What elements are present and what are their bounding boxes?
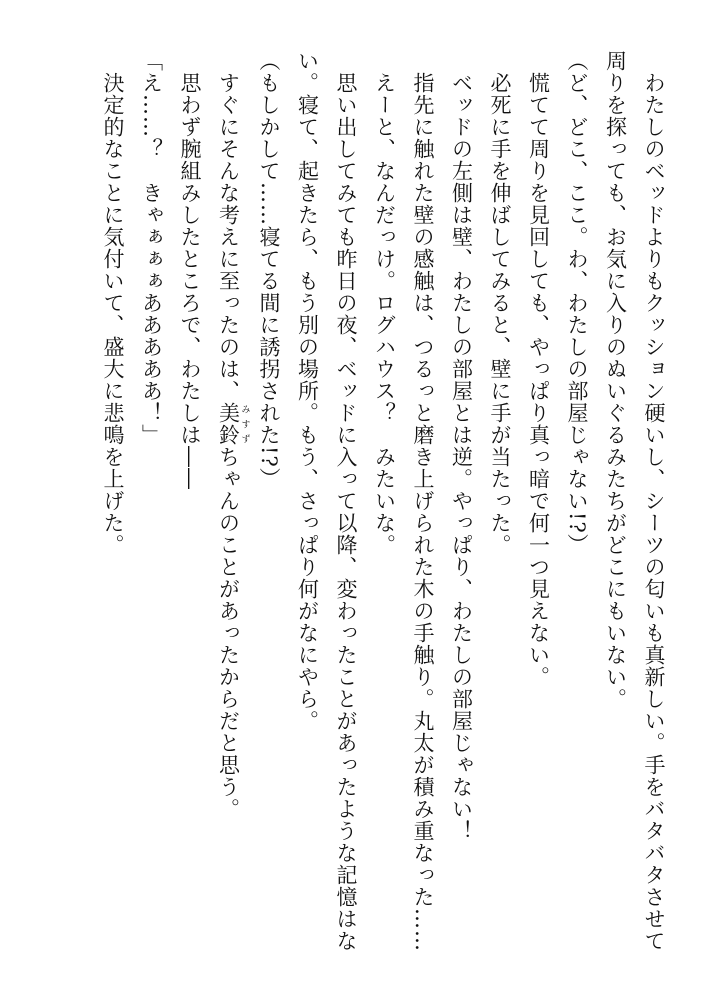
paragraph — [209, 50, 250, 980]
text-line: い。寝て、起きたら、もう別の場所。もう、さっぱり何がなにやら。 — [295, 50, 320, 732]
paragraph — [171, 50, 210, 980]
paragraph — [94, 50, 133, 980]
ruby-name — [216, 402, 250, 446]
text-line: 決定的なことに気付いて、盛大に悲鳴を上げた。 — [101, 50, 125, 556]
paragraph — [365, 50, 404, 980]
text-line: （もしかして……寝てる間に誘拐された!?） — [257, 50, 281, 490]
text-line: わたしのベッドよりもクッション硬いし、シーツの匂いも真新しい。手をバタバタさせて — [642, 50, 666, 952]
ruby-base: 美鈴 — [216, 402, 241, 446]
paragraph — [132, 50, 171, 980]
text-line: 「え……？ きゃぁぁぁあああああ！」 — [139, 50, 164, 446]
paragraph — [558, 50, 597, 980]
text-line: 指先に触れた壁の感触は、つるっと磨き上げられた木の手触り。丸太が積み重なった…… — [411, 50, 435, 952]
text-line: （ど、どこ、ここ。わ、わたしの部屋じゃない!?） — [565, 50, 589, 556]
paragraph — [481, 50, 520, 980]
paragraph — [250, 50, 289, 980]
paragraph — [442, 50, 481, 980]
text-line: 慌てて周りを見回しても、やっぱり真っ暗で何一つ見えない。 — [526, 50, 551, 688]
text-segment: すぐにそんな考えに至ったのは、 — [216, 50, 241, 402]
text-line: 思い出してみても昨日の夜、ベッドに入って以降、変わったことがあったような記憶はな — [334, 50, 358, 952]
paragraph — [404, 50, 443, 980]
text-segment: ちゃんのことがあったからだと思う。 — [216, 446, 241, 820]
paragraph — [596, 50, 673, 980]
paragraph — [519, 50, 558, 980]
text-line: 必死に手を伸ばしてみると、壁に手が当たった。 — [488, 50, 512, 556]
text-line: 思わず腕組みしたところで、わたしは―― — [178, 50, 202, 490]
text-line: ベッドの左側は壁、わたしの部屋とは逆。やっぱり、わたしの部屋じゃない！ — [449, 50, 474, 842]
vertical-text-body — [94, 50, 674, 980]
paragraph — [288, 50, 365, 980]
text-line: 周りを探っても、お気に入りのぬいぐるみたちがどこにもいない。 — [603, 50, 628, 710]
text-line: えーと、なんだっけ。ログハウス？ みたいな。 — [372, 50, 397, 556]
ruby-reading: みすず — [239, 402, 250, 446]
